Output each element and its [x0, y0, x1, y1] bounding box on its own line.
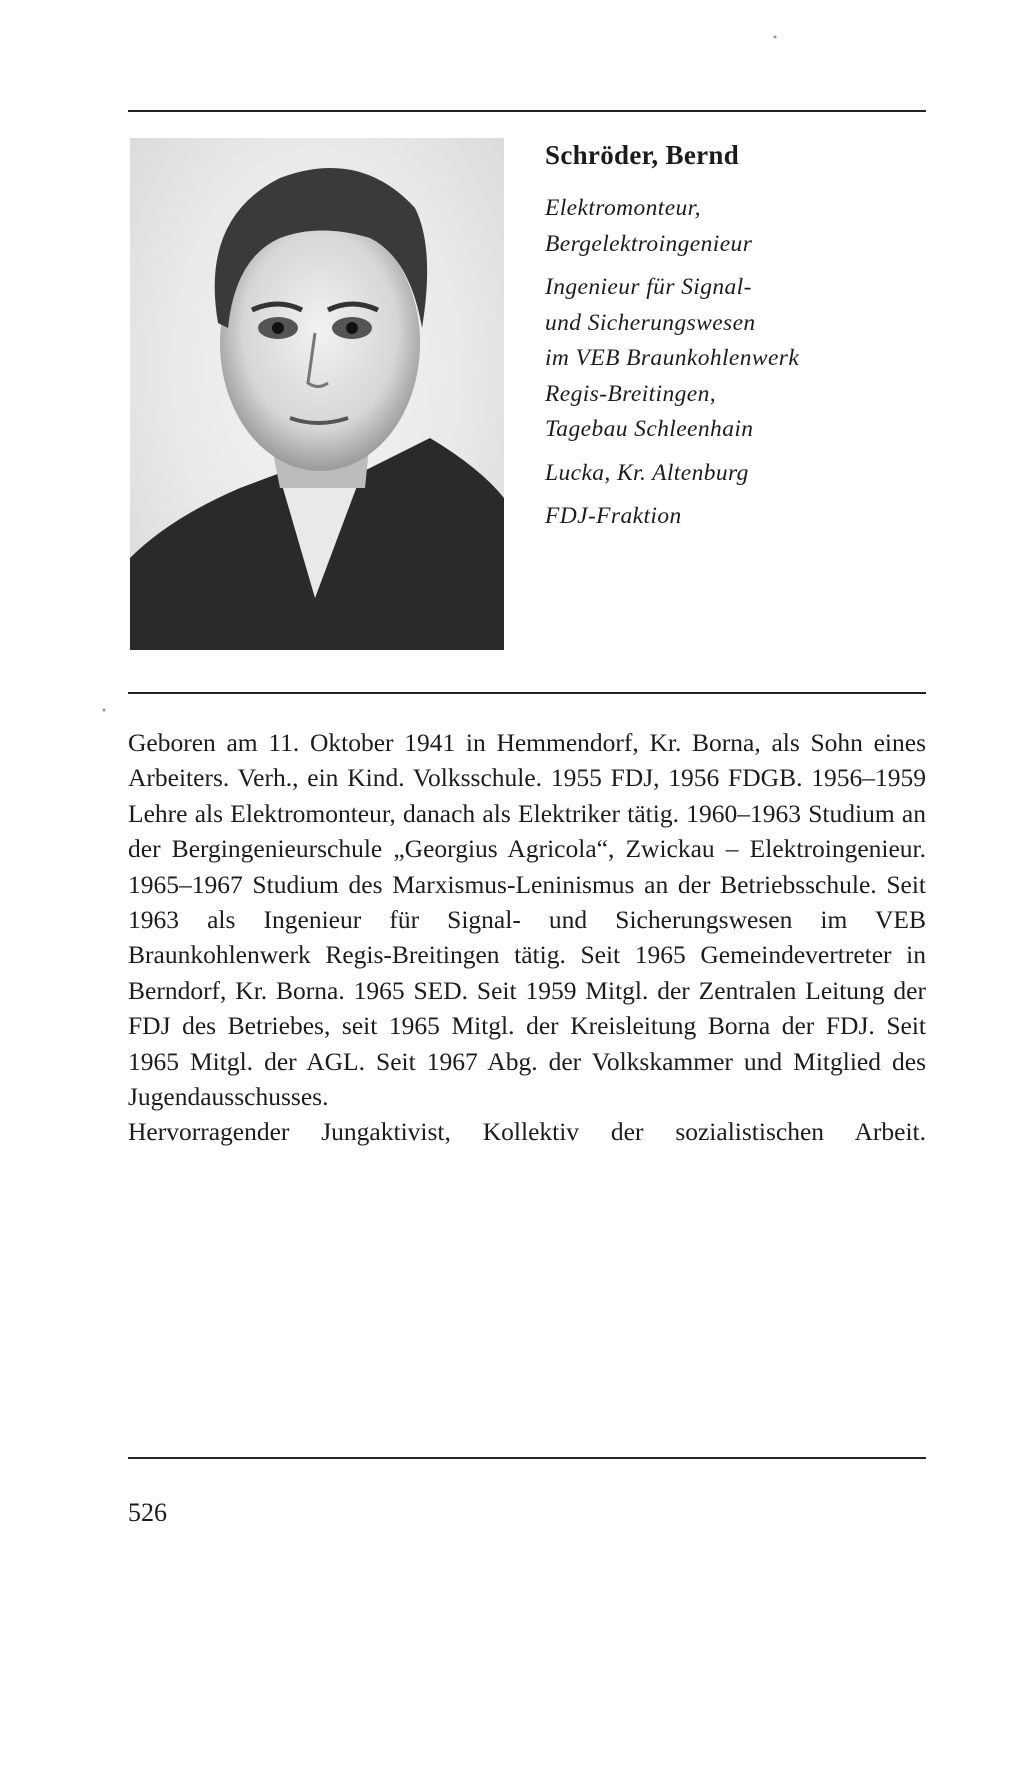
biography-paragraph: Geboren am 11. Oktober 1941 in Hemmendorf, Kr. Borna, als Sohn eines Arbeiters. Verh., ein Kind. Volksschule. 1955 FDJ, 1956 FDGB. 1956–1959 Lehre als Elektromonteur, danach als Elektriker tätig. 1960–1963 Studium an der Bergingenieurschule „Georgius Agricola“, Zwickau – Elektroingenieur. 1965–1967 Studium des Marxismus-Leninismus an der Betriebsschule. Seit 1963 als Ingenieur für Signal- und Sicherungswesen im VEB Braunkohlenwerk Regis-Breitingen tätig. Seit 1965 Gemeindevertreter in Berndorf, Kr. Borna. 1965 SED. Seit 1959 Mitgl. der Zentralen Leitung der FDJ des Betriebes, seit 1965 Mitgl. der Kreisleitung Borna der FDJ. Seit 1965 Mitgl. der AGL. Seit 1967 Abg. der Volkskammer und Mitglied des Jugendausschusses. — [128, 728, 926, 1112]
occupation-line: Bergelektroingenieur — [545, 230, 753, 257]
position-line: Tagebau Schleenhain — [545, 416, 754, 442]
top-rule — [128, 110, 926, 112]
portrait-photo — [130, 138, 504, 650]
middle-rule — [128, 692, 926, 694]
page-number: 526 — [128, 1498, 167, 1527]
position-line: im VEB Braunkohlenwerk — [545, 345, 800, 371]
occupation-line: Elektromonteur, — [545, 195, 701, 221]
biography-paragraph: Hervorragender Jungaktivist, Kollektiv der sozialistischen Arbeit. — [128, 1117, 926, 1147]
bottom-rule — [128, 1457, 926, 1459]
portrait-image — [130, 138, 504, 650]
position-line: und Sicherungswesen — [545, 309, 756, 336]
residence-line: Lucka, Kr. Altenburg — [545, 459, 749, 486]
biography — [128, 725, 926, 1150]
faction-line: FDJ-Fraktion — [545, 503, 682, 529]
position-line: Ingenieur für Signal- — [545, 274, 752, 300]
position-line: Regis-Breitingen, — [545, 380, 717, 407]
entry-header — [545, 140, 935, 535]
person-name: Schröder, Bernd — [545, 140, 740, 170]
